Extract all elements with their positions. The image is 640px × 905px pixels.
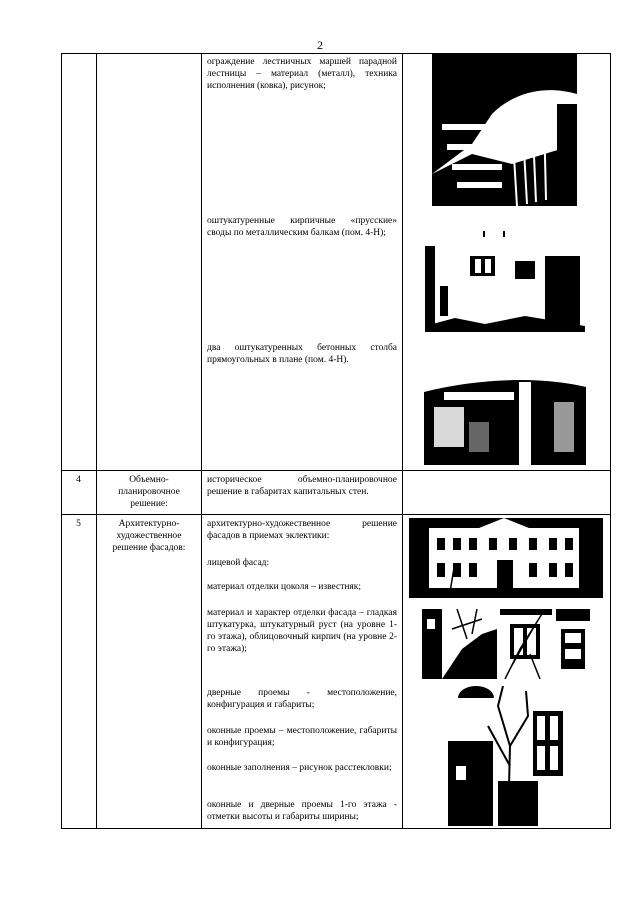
row4-text: историческое объемно-планировочное решение в габаритах капитальных стен. [207,475,397,497]
table-border-right [610,53,611,829]
row5-number: 5 [76,519,81,529]
ground-floor-openings-text: оконные и дверные проемы 1-го этажа - отметки высоты и габариты ширины; [207,800,397,822]
facade-finish-text: материал и характер отделки фасада – гладкая штукатурка, штукатурный руст (на уровне 1-го этажа), облицовочный кирпич (на уровне 2-го этажа); [207,608,397,654]
pillars-text: два оштукатуренных бетонных столба прямоугольных в плане (пом. 4-Н). [207,343,397,365]
facade-detail-photo-3 [556,609,590,679]
facade-overview-photo [409,518,603,598]
facade-detail-photo-2 [500,609,552,679]
table-divider-1 [96,53,97,829]
concrete-pillars-photo [424,362,586,465]
main-facade-text: лицевой фасад: [207,558,270,568]
staircase-railing-photo [432,54,577,206]
railing-text: ограждение лестничных маршей парадной лестницы – материал (металл), техника исполнения (ковка), рисунок; [207,57,397,91]
row5-name: Архитектурно-художественное решение фасадов: [112,519,186,553]
facade-detail-photo-1 [422,609,497,679]
window-openings-text: оконные проемы – местоположение, габариты и конфигурация; [207,726,397,748]
vaults-text: оштукатуренные кирпичные «прусские» своды по металлическим балкам (пом. 4-Н); [207,216,397,238]
row4-number: 4 [76,475,81,485]
table-border-left [61,53,62,829]
facade-solution-text: архитектурно-художественное решение фасадов в приемах эклектики: [207,519,397,541]
plinth-material-text: материал отделки цоколя – известняк; [207,582,362,592]
window-glazing-text: оконные заполнения – рисунок расстекловки; [207,763,392,773]
row4-name: Объемно-планировочное решение: [118,475,180,509]
row-separator-4 [61,470,611,471]
table-border-bottom [61,828,611,829]
door-openings-text: дверные проемы - местоположение, конфигурация и габариты; [207,688,397,710]
facade-entrance-photo [438,686,570,826]
page-number: 2 [317,38,323,52]
table-divider-2 [201,53,202,829]
vaults-photo [425,226,585,332]
table-divider-3 [402,53,403,829]
row-separator-5 [61,514,611,515]
